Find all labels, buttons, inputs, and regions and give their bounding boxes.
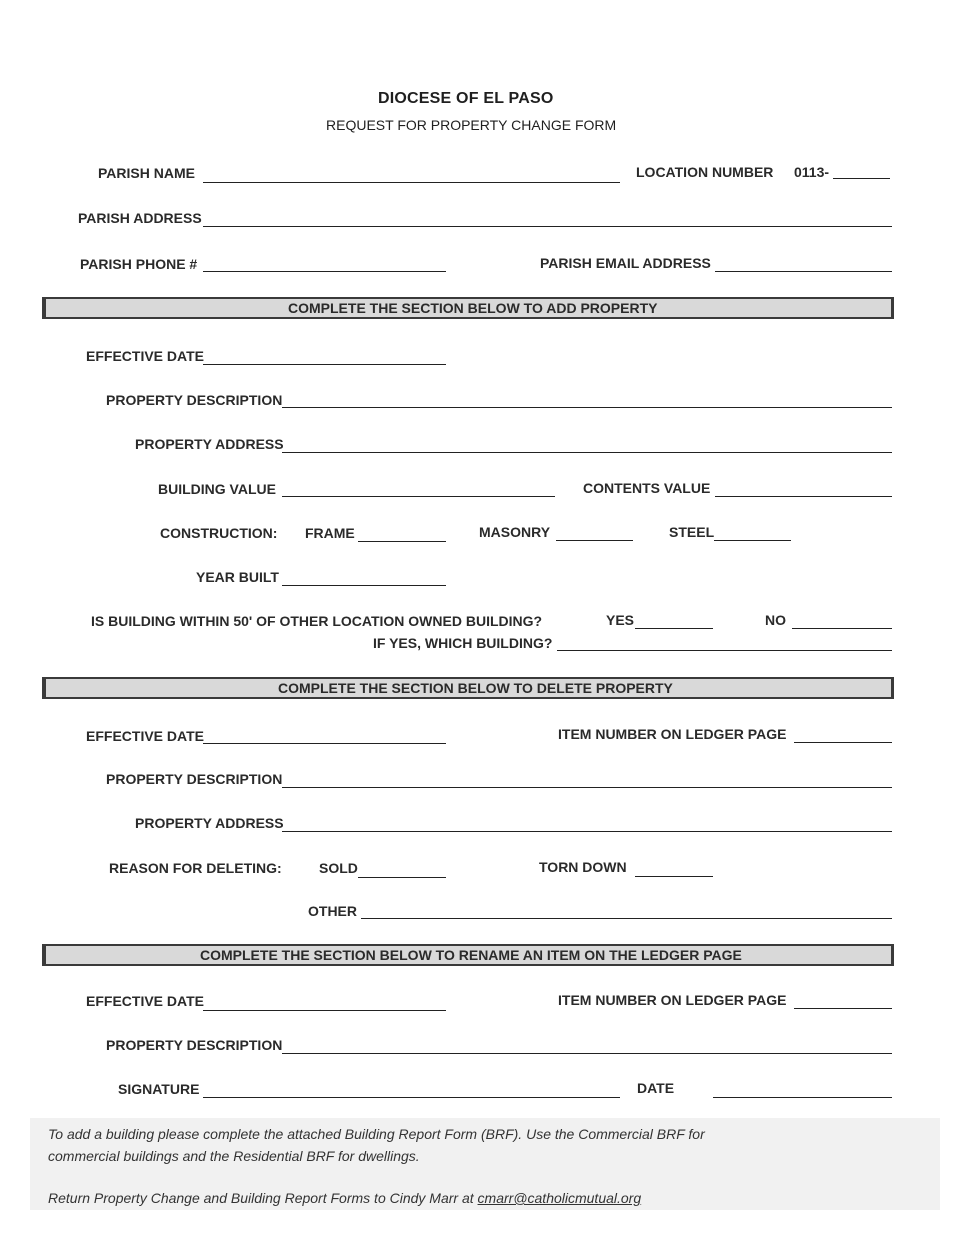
delete-effective-date-label: EFFECTIVE DATE — [86, 728, 204, 744]
delete-property-address-field[interactable] — [282, 831, 892, 832]
rename-effective-date-label: EFFECTIVE DATE — [86, 993, 204, 1009]
form-subtitle: REQUEST FOR PROPERTY CHANGE FORM — [326, 117, 617, 133]
parish-email-field[interactable] — [715, 271, 892, 272]
delete-property-description-field[interactable] — [282, 787, 892, 788]
masonry-label: MASONRY — [479, 524, 551, 540]
parish-phone-label: PARISH PHONE # — [80, 256, 198, 272]
form-title: DIOCESE OF EL PASO — [378, 90, 554, 107]
add-property-description-field[interactable] — [282, 407, 892, 408]
add-property-address-label: PROPERTY ADDRESS — [135, 436, 284, 452]
rename-item-number-label: ITEM NUMBER ON LEDGER PAGE — [558, 992, 787, 1008]
sold-field[interactable] — [358, 877, 446, 878]
year-built-field[interactable] — [282, 585, 446, 586]
no-field[interactable] — [792, 628, 892, 629]
steel-field[interactable] — [714, 540, 791, 541]
add-effective-date-field[interactable] — [203, 364, 446, 365]
which-building-label: IF YES, WHICH BUILDING? — [373, 635, 553, 651]
delete-property-section-header — [42, 677, 894, 699]
parish-address-field[interactable] — [203, 226, 892, 227]
rename-property-description-label: PROPERTY DESCRIPTION — [106, 1037, 283, 1053]
building-value-label: BUILDING VALUE — [158, 481, 276, 497]
year-built-label: YEAR BUILT — [196, 569, 279, 585]
add-property-heading: COMPLETE THE SECTION BELOW TO ADD PROPERTY — [288, 300, 658, 316]
return-text: Return Property Change and Building Report Forms to Cindy Marr at — [48, 1190, 478, 1206]
torn-down-label: TORN DOWN — [539, 859, 627, 875]
contact-email-link[interactable]: cmarr@catholicmutual.org — [477, 1190, 642, 1206]
steel-label: STEEL — [669, 524, 715, 540]
delete-item-number-field[interactable] — [794, 742, 892, 743]
rename-item-heading: COMPLETE THE SECTION BELOW TO RENAME AN ITEM ON THE LEDGER PAGE — [200, 947, 742, 963]
yes-label: YES — [606, 612, 635, 628]
construction-label: CONSTRUCTION: — [160, 525, 278, 541]
rename-item-number-field[interactable] — [794, 1008, 892, 1009]
building-value-field[interactable] — [282, 496, 555, 497]
date-label: DATE — [637, 1080, 675, 1096]
date-field[interactable] — [713, 1097, 892, 1098]
contents-value-field[interactable] — [715, 496, 892, 497]
no-label: NO — [765, 612, 786, 628]
reason-for-deleting-label: REASON FOR DELETING: — [109, 860, 282, 876]
location-number-label: LOCATION NUMBER — [636, 164, 774, 180]
rename-effective-date-field[interactable] — [203, 1010, 446, 1011]
other-label: OTHER — [308, 903, 357, 919]
parish-name-field[interactable] — [203, 182, 620, 183]
return-instructions — [48, 1190, 641, 1206]
contents-value-label: CONTENTS VALUE — [583, 480, 711, 496]
brf-note-line2: commercial buildings and the Residential BRF for dwellings. — [48, 1148, 420, 1164]
signature-field[interactable] — [203, 1097, 620, 1098]
rename-item-section-header — [42, 944, 894, 966]
which-building-field[interactable] — [557, 650, 892, 651]
add-property-description-label: PROPERTY DESCRIPTION — [106, 392, 283, 408]
yes-field[interactable] — [635, 628, 713, 629]
delete-property-description-label: PROPERTY DESCRIPTION — [106, 771, 283, 787]
other-field[interactable] — [361, 918, 892, 919]
brf-note-line1: To add a building please complete the attached Building Report Form (BRF). Use the Commercial BRF for — [48, 1126, 705, 1142]
location-number-field[interactable] — [833, 178, 890, 179]
frame-field[interactable] — [358, 541, 446, 542]
masonry-field[interactable] — [556, 540, 633, 541]
parish-address-label: PARISH ADDRESS — [78, 210, 202, 226]
add-effective-date-label: EFFECTIVE DATE — [86, 348, 204, 364]
location-number-prefix: 0113- — [794, 164, 830, 180]
within-50-question: IS BUILDING WITHIN 50' OF OTHER LOCATION OWNED BUILDING? — [91, 613, 543, 629]
add-property-address-field[interactable] — [282, 452, 892, 453]
sold-label: SOLD — [319, 860, 358, 876]
signature-label: SIGNATURE — [118, 1081, 200, 1097]
delete-property-heading: COMPLETE THE SECTION BELOW TO DELETE PROPERTY — [278, 680, 673, 696]
parish-name-label: PARISH NAME — [98, 165, 195, 181]
rename-property-description-field[interactable] — [282, 1053, 892, 1054]
delete-property-address-label: PROPERTY ADDRESS — [135, 815, 284, 831]
delete-effective-date-field[interactable] — [203, 743, 446, 744]
frame-label: FRAME — [305, 525, 355, 541]
torn-down-field[interactable] — [635, 876, 713, 877]
parish-phone-field[interactable] — [203, 271, 446, 272]
add-property-section-header — [42, 297, 894, 319]
delete-item-number-label: ITEM NUMBER ON LEDGER PAGE — [558, 726, 787, 742]
parish-email-label: PARISH EMAIL ADDRESS — [540, 255, 711, 271]
